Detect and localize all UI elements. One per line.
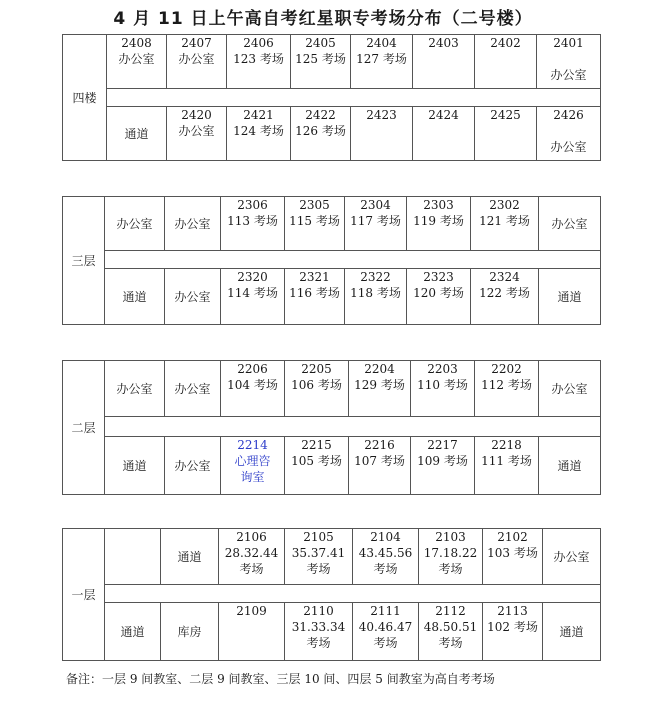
room-cell: 2426 办公室 [537, 107, 601, 161]
room-cell: 2402 [475, 35, 537, 89]
room-cell: 通道 [107, 107, 167, 161]
room-cell: 2425 [475, 107, 537, 161]
room-cell: 2103 17.18.22 考场 [419, 529, 483, 585]
room-cell: 2408 办公室 [107, 35, 167, 89]
corridor [105, 585, 161, 603]
room-cell: 2401 办公室 [537, 35, 601, 89]
room-cell: 2206 104 考场 [221, 361, 285, 417]
floor-label: 二层 [63, 361, 105, 495]
room-cell: 2109 [219, 603, 285, 661]
room-cell: 2105 35.37.41 考场 [285, 529, 353, 585]
room-cell: 2324 122 考场 [471, 269, 539, 325]
corridor [107, 89, 167, 107]
room-cell: 2321 116 考场 [285, 269, 345, 325]
room-cell: 2217 109 考场 [411, 437, 475, 495]
room-cell: 2421 124 考场 [227, 107, 291, 161]
floor-2-plan [62, 360, 600, 494]
room-cell: 办公室 [543, 529, 601, 585]
room-cell: 2406 123 考场 [227, 35, 291, 89]
room-cell: 通道 [543, 603, 601, 661]
room-cell: 2323 120 考场 [407, 269, 471, 325]
room-cell: 2218 111 考场 [475, 437, 539, 495]
floor-1-plan [62, 528, 600, 660]
room-cell: 2302 121 考场 [471, 197, 539, 251]
room-cell: 办公室 [165, 437, 221, 495]
room-cell: 办公室 [105, 197, 165, 251]
room-cell: 2405 125 考场 [291, 35, 351, 89]
room-cell: 通道 [105, 437, 165, 495]
room-cell: 办公室 [539, 361, 601, 417]
room-cell: 2422 126 考场 [291, 107, 351, 161]
room-cell: 2106 28.32.44 考场 [219, 529, 285, 585]
room-cell: 2110 31.33.34 考场 [285, 603, 353, 661]
room-cell: 2407 办公室 [167, 35, 227, 89]
room-cell [105, 529, 161, 585]
psych-room-cell: 2214 心理咨 询室 [221, 437, 285, 495]
room-cell: 2303 119 考场 [407, 197, 471, 251]
room-cell: 2112 48.50.51 考场 [419, 603, 483, 661]
floor-label: 四楼 [63, 35, 107, 161]
room-cell: 通道 [539, 437, 601, 495]
room-cell: 通道 [161, 529, 219, 585]
room-cell: 办公室 [105, 361, 165, 417]
floor-4-plan [62, 34, 600, 160]
room-cell: 2320 114 考场 [221, 269, 285, 325]
room-cell: 2113 102 考场 [483, 603, 543, 661]
room-cell: 2205 106 考场 [285, 361, 349, 417]
room-cell: 2424 [413, 107, 475, 161]
room-cell: 2203 110 考场 [411, 361, 475, 417]
room-cell: 2404 127 考场 [351, 35, 413, 89]
room-cell: 2216 107 考场 [349, 437, 411, 495]
room-cell: 2102 103 考场 [483, 529, 543, 585]
floor-3-plan [62, 196, 600, 324]
room-cell: 通道 [105, 269, 165, 325]
room-cell: 2403 [413, 35, 475, 89]
room-cell: 办公室 [165, 361, 221, 417]
room-cell: 2322 118 考场 [345, 269, 407, 325]
room-cell: 2111 40.46.47 考场 [353, 603, 419, 661]
room-cell: 办公室 [165, 269, 221, 325]
room-cell: 2215 105 考场 [285, 437, 349, 495]
room-cell: 2423 [351, 107, 413, 161]
room-cell: 通道 [539, 269, 601, 325]
room-cell: 库房 [161, 603, 219, 661]
corridor [105, 251, 165, 269]
page-title: 4 月 11 日上午高自考红星职专考场分布（二号楼） [113, 9, 533, 29]
room-cell: 2304 117 考场 [345, 197, 407, 251]
room-cell: 2204 129 考场 [349, 361, 411, 417]
room-cell: 2306 113 考场 [221, 197, 285, 251]
corridor [105, 417, 165, 437]
room-cell: 2305 115 考场 [285, 197, 345, 251]
floor-label: 一层 [63, 529, 105, 661]
footnote: 备注：一层 9 间教室、二层 9 间教室、三层 10 间、四层 5 间教室为高自考考场 [66, 672, 495, 686]
room-cell: 通道 [105, 603, 161, 661]
room-cell: 2420 办公室 [167, 107, 227, 161]
room-cell: 2202 112 考场 [475, 361, 539, 417]
room-cell: 办公室 [165, 197, 221, 251]
room-cell: 办公室 [539, 197, 601, 251]
room-cell: 2104 43.45.56 考场 [353, 529, 419, 585]
floor-label: 三层 [63, 197, 105, 325]
